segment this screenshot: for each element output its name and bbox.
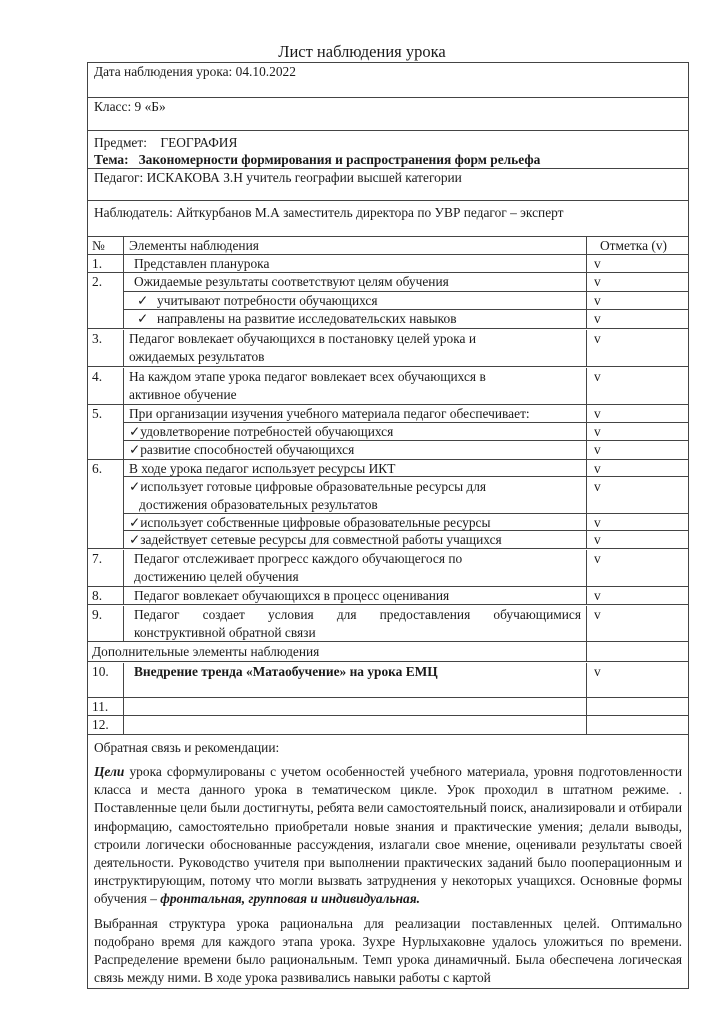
extra-elements-title: Дополнительные элементы наблюдения [88,642,587,661]
row-text-line: Педагог создает условия для предоставления обучающимися [134,607,581,622]
subitem-mark: v [587,477,688,514]
row-number: 3. [88,330,124,366]
row-number: 1. [88,255,124,273]
row-text [124,368,587,404]
row-text: Внедрение тренда «Матаобучение» на урока ЕМЦ [124,663,587,697]
row-text-line: активное обучение [129,386,237,402]
row-text [124,330,587,366]
row-text-line: На каждом этапе урока педагог вовлекает всех обучающихся в [129,369,486,384]
check-icon: ✓ [129,532,141,547]
table-row-group [88,460,688,549]
feedback-lead: Цели [94,764,125,779]
row-number: 12. [88,716,124,734]
extra-elements-header [88,642,688,662]
row-number: 4. [88,368,124,404]
subitem-text: развитие способностей обучающихся [140,442,355,457]
row-mark: v [587,273,688,292]
row-number: 9. [88,606,124,641]
observer-row [88,201,688,237]
table-row-group [88,405,688,460]
row-text: Представлен планурока [124,255,587,273]
subitem-text: направлены на развитие исследовательских навыков [157,311,457,326]
table-row [88,587,688,605]
col-header-mark: Отметка (v) [600,238,667,253]
subitem [124,531,587,548]
observation-sheet [87,62,689,989]
subitem [124,477,587,514]
feedback-paragraph [94,763,682,909]
row-text: Педагог вовлекает обучающихся в процесс оценивания [124,587,587,605]
row-mark [587,698,688,716]
row-number: 10. [88,663,124,697]
table-row [88,716,688,735]
table-row [88,255,688,273]
subitem-text: использует собственные цифровые образовательные ресурсы [140,515,491,530]
check-icon: ✓ [137,311,149,326]
theme-value: Закономерности формирования и распространения форм рельефа [138,152,541,167]
subitem-mark: v [587,292,688,310]
check-icon: ✓ [129,442,141,457]
row-text-line: ожидаемых результатов [129,348,265,364]
table-row [88,698,688,716]
subitem [124,292,587,310]
subitem [124,310,587,328]
subitem-text-line: использует готовые цифровые образовательные ресурсы для [140,479,487,494]
table-row [88,549,688,587]
row-mark: v [594,331,601,346]
teacher-label: Педагог: [94,170,144,185]
subitem [124,514,587,531]
observer-label: Наблюдатель: [94,205,173,220]
check-icon: ✓ [129,479,141,494]
check-icon: ✓ [129,424,141,439]
table-header [88,237,688,255]
col-header-number: № [88,237,124,255]
subitem-text: задействует сетевые ресурсы для совместной работы учащихся [140,532,502,547]
row-number: 11. [88,698,124,716]
date-label: Дата наблюдения урока: [94,64,233,79]
subitem-text: учитывают потребности обучающихся [157,293,378,308]
subject-theme-row [88,131,688,169]
subitem-mark: v [587,423,688,441]
document-title: Лист наблюдения урока [278,42,446,61]
subitem-mark: v [594,532,601,547]
row-mark: v [587,460,688,477]
date-row [88,63,688,98]
subject-value: ГЕОГРАФИЯ [160,135,238,150]
row-mark: v [587,405,688,423]
row-text-line: конструктивной обратной связи [134,624,316,640]
feedback-title: Обратная связь и рекомендации: [94,740,280,755]
col-header-elements: Элементы наблюдения [124,237,587,255]
table-row [88,605,688,642]
row-number: 7. [88,550,124,586]
extra-elements-mark [587,642,688,661]
row-number: 2. [88,273,124,328]
row-text [124,716,587,734]
theme-label: Тема: [94,152,129,167]
table-row [88,329,688,367]
row-text-line: достижению целей обучения [134,568,299,584]
row-number: 6. [88,460,124,548]
class-row [88,98,688,131]
row-text [124,550,587,586]
feedback-section [88,735,688,988]
feedback-forms: фронтальная, групповая и индивидуальная. [160,891,420,907]
row-mark: v [594,256,601,271]
row-text: В ходе урока педагог использует ресурсы ИКТ [124,460,587,477]
subitem-mark: v [587,514,688,531]
subitem-mark: v [594,442,601,457]
subitem [124,423,587,441]
row-number: 8. [88,587,124,605]
teacher-row [88,169,688,201]
subitem-mark: v [594,311,601,326]
teacher-value: ИСКАКОВА З.Н учитель географии высшей категории [146,170,462,185]
row-mark: v [594,607,601,622]
row-mark: v [594,369,601,384]
observer-value: Айткурбанов М.А заместитель директора по УВР педагог – эксперт [176,205,564,220]
subitem [124,441,587,459]
row-text [124,606,587,641]
row-number: 5. [88,405,124,459]
feedback-body: урока сформулированы с учетом особенностей учебного материала, уровня подготовленности класса и места данного урока в тематическом цикле. Урок проходил в штатном режиме. . Поставленные цели были достигнуты, ребята вели самостоятельный поиск, анализировали и отбирали информацию, самостоятельно приобретали новые знания и практические умения; делали выводы, строили логически обоснованные рассуждения, излагали свое мнение, оценивали результаты своей деятельности. Руководство учителя при выполнении практических заданий было пооперационным и инструктирующим, потому что могли вызвать затруднения у некоторых учащихся. Основные формы обучения – [94,764,682,907]
class-value: 9 «Б» [134,99,166,114]
subject-label: Предмет: [94,135,147,150]
row-text: При организации изучения учебного материала педагог обеспечивает: [124,405,587,423]
row-text-line: Педагог вовлекает обучающихся в постановку целей урока и [129,331,476,346]
row-mark: v [594,551,601,566]
table-row [88,662,688,698]
row-mark: v [594,588,601,603]
feedback-paragraph: Выбранная структура урока рациональна для реализации поставленных целей. Оптимально подобрано время для каждого этапа урока. Зухре Нурлыхаковне удалось уложиться по времени. Распределение времени было рациональным. Темп урока динамичный. Была обеспечена логическая связь между ними. В ходе урока развивались навыки работы с картой [94,915,682,986]
row-mark: v [594,664,601,679]
table-row [88,367,688,405]
row-text [124,698,587,716]
subitem-text-line: достижения образовательных результатов [139,496,378,512]
table-row-group [88,273,688,329]
row-text-line: Педагог отслеживает прогресс каждого обучающегося по [134,551,463,566]
date-value: 04.10.2022 [235,64,296,79]
subitem-text: удовлетворение потребностей обучающихся [140,424,394,439]
class-label: Класс: [94,99,132,114]
check-icon: ✓ [137,293,149,308]
check-icon: ✓ [129,515,141,530]
row-text: Ожидаемые результаты соответствуют целям обучения [124,273,587,292]
row-mark [587,716,688,734]
